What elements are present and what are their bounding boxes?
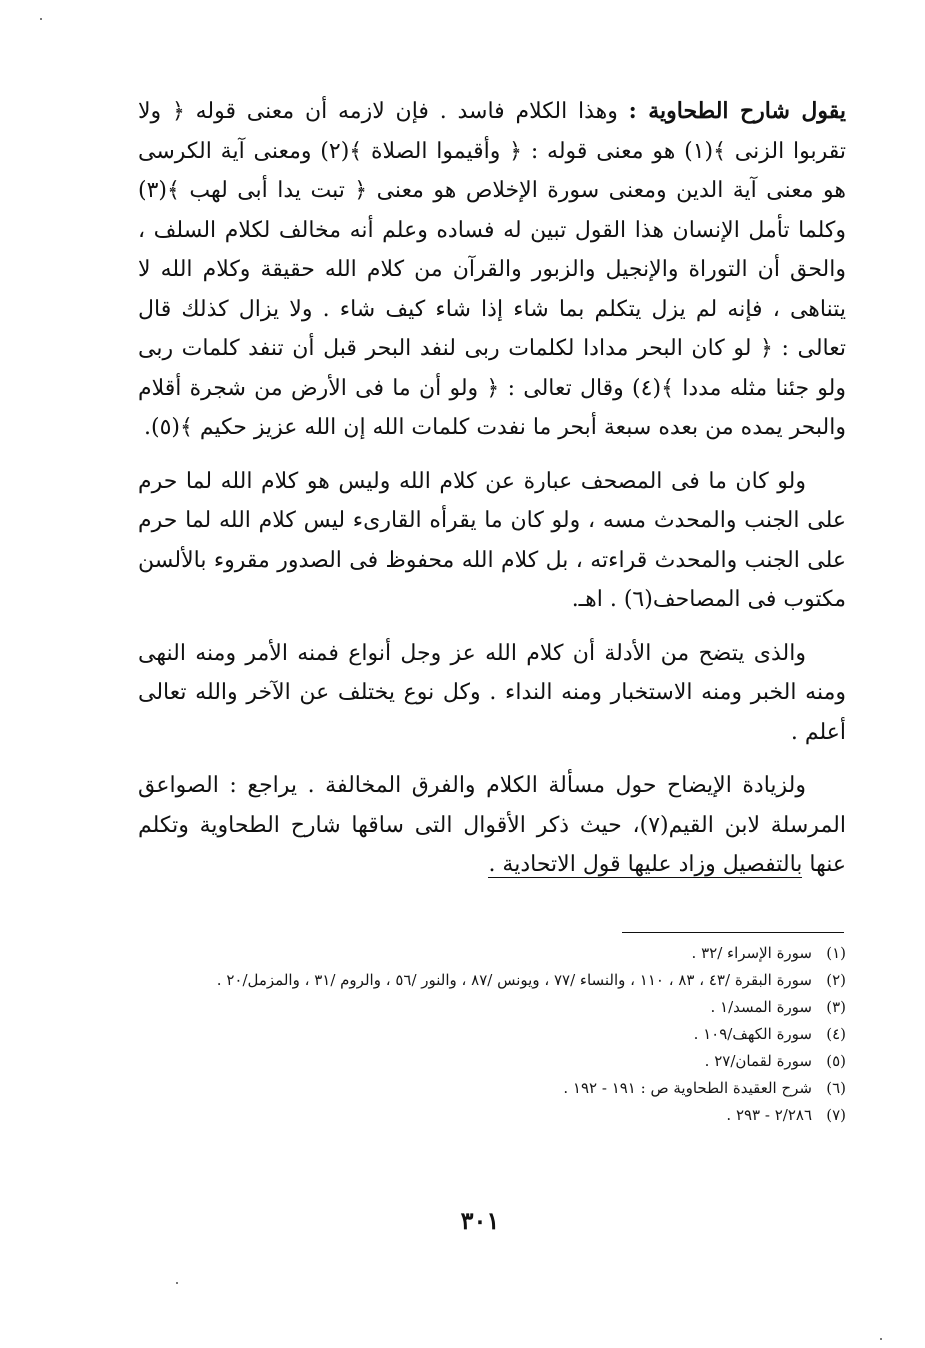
footnote [138, 994, 846, 1021]
footnote-text: شرح العقيدة الطحاوية ص : ١٩١ - ١٩٢ . [563, 1079, 812, 1097]
main-text [138, 92, 846, 899]
footnote-text: سورة المسد/١ . [710, 998, 812, 1016]
footnote-number: (٤) [826, 1025, 846, 1043]
footnote-separator [622, 932, 844, 933]
scan-speck [40, 18, 42, 20]
footnote-number: (٢) [826, 971, 846, 989]
paragraph-text: وهذا الكلام فاسد . فإن لازمه أن معنى قوله ﴿ ولا تقربوا الزنى ﴾(١) هو معنى قوله : ﴿ وأقيموا الصلاة ﴾(٢) ومعنى آية الكرسى هو معنى آية الدين ومعنى سورة الإخلاص هو معنى ﴿ تبت يدا أبى لهب ﴾(٣) وكلما تأمل الإنسان هذا القول تبين له فساده وعلم أنه مخالف لكلام السلف ، والحق أن التوراة والإنجيل والزبور والقرآن من كلام الله حقيقة وكلام الله لا يتناهى ، فإنه لم يزل يتكلم بما شاء إذا شاء كيف شاء . ولا يزال كذلك قال تعالى : ﴿ لو كان البحر مدادا لكلمات ربى لنفد البحر قبل أن تنفد كلمات ربى ولو جئنا مثله مددا ﴾(٤) وقال تعالى : ﴿ ولو أن ما فى الأرض من شجرة أقلام والبحر يمده من بعده سبعة أبحر ما نفدت كلمات الله إن الله عزيز حكيم ﴾(٥). [138, 99, 847, 440]
footnote [138, 1021, 846, 1048]
footnote [138, 1102, 846, 1129]
paragraph-1 [138, 92, 846, 448]
footnote [138, 1075, 846, 1102]
footnote-number: (٧) [826, 1106, 846, 1124]
footnote-number: (١) [826, 944, 846, 962]
paragraph-text: والذى يتضح من الأدلة أن كلام الله عز وجل أنواع فمنه الأمر ومنه النهى ومنه الخبر ومنه الاستخبار ومنه النداء . وكل نوع يختلف عن الآخر والله تعالى أعلم . [138, 640, 846, 745]
footnote-text: سورة لقمان/٢٧ . [704, 1052, 812, 1070]
footnote-text: سورة الإسراء /٣٢ . [691, 944, 812, 962]
page-number: ٣٠١ [460, 1206, 500, 1235]
underlined-text: بالتفصيل وزاد عليها قول الاتحادية . [488, 852, 803, 877]
paragraph-lead: يقول شارح الطحاوية : [628, 98, 846, 124]
footnote-text: ٢/٢٨٦ - ٢٩٣ . [726, 1106, 812, 1124]
footnotes [138, 940, 846, 1129]
footnote-number: (٦) [826, 1079, 846, 1097]
paragraph-2 [138, 462, 846, 620]
scan-speck [880, 1338, 882, 1340]
paragraph-text: ولزيادة الإيضاح حول مسألة الكلام والفرق المخالفة . يراجع : الصواعق المرسلة لابن القيم(٧)، حيث ذكر الأقوال التى ساقها شارح الطحاوية وتكلم عنها [138, 773, 846, 877]
footnote-number: (٣) [826, 998, 846, 1016]
footnote-text: سورة الكهف/١٠٩ . [693, 1025, 812, 1043]
footnote-number: (٥) [826, 1052, 846, 1070]
paragraph-4 [138, 766, 846, 885]
footnote [138, 940, 846, 967]
footnote [138, 967, 846, 994]
paragraph-text: ولو كان ما فى المصحف عبارة عن كلام الله وليس هو كلام الله لما حرم على الجنب والمحدث مسه ، ولو كان ما يقرأه القارىء ليس كلام الله لما حرم على الجنب والمحدث قراءته ، بل كلام الله محفوظ فى الصدور مقروء بالألسن مكتوب فى المصاحف(٦) . اهـ. [138, 468, 846, 612]
paragraph-3 [138, 634, 846, 753]
footnote [138, 1048, 846, 1075]
footnote-text: سورة البقرة /٤٣ ، ٨٣ ، ١١٠ ، والنساء /٧٧ ، ويونس /٨٧ ، والنور /٥٦ ، والروم /٣١ ، والمزمل/٢٠ . [216, 971, 812, 989]
scan-speck [176, 1282, 178, 1284]
